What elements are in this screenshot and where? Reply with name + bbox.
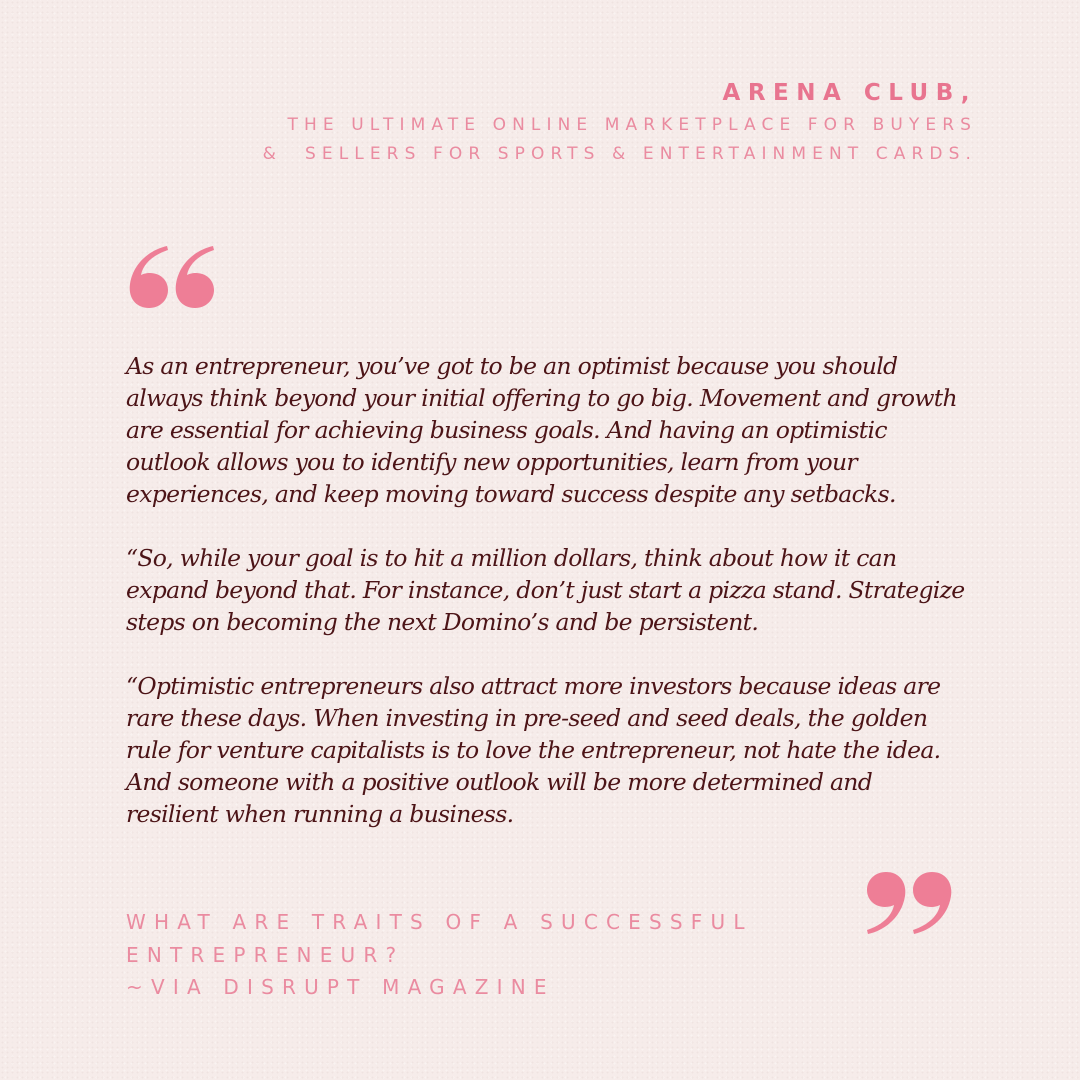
tagline-line-2: & SELLERS FOR SPORTS & ENTERTAINMENT CARDS.	[262, 144, 977, 164]
tagline	[263, 111, 977, 169]
quote-body	[126, 350, 966, 830]
brand-name: ARENA CLUB,	[722, 80, 977, 106]
close-quote-icon	[866, 870, 954, 938]
source-via: ~VIA DISRUPT MAGAZINE	[126, 975, 555, 999]
tagline-line-1: THE ULTIMATE ONLINE MARKETPLACE FOR BUYERS	[287, 115, 977, 135]
quote-paragraph: “So, while your goal is to hit a million dollars, think about how it can expand beyond that. For instance, don’t just start a pizza stand. Strategize steps on becoming the next Domino’s and be persistent.	[126, 544, 965, 636]
header	[263, 78, 977, 169]
open-quote-icon	[127, 242, 215, 310]
quote-paragraph: As an entrepreneur, you’ve got to be an optimist because you should always think beyond your initial offering to go big. Movement and growth are essential for achieving business goals. And having an optimistic outlook allows you to identify new opportunities, learn from your experiences, and keep moving toward success despite any setbacks.	[126, 352, 957, 508]
quote-paragraph: “Optimistic entrepreneurs also attract more investors because ideas are rare these days. When investing in pre-seed and seed deals, the golden rule for venture capitalists is to love the entrepreneur, not hate the idea. And someone with a positive outlook will be more determined and resilient when running a business.	[126, 672, 941, 828]
source-title: WHAT ARE TRAITS OF A SUCCESSFUL ENTREPRENEUR?	[126, 910, 753, 967]
source-attribution	[126, 906, 766, 1004]
